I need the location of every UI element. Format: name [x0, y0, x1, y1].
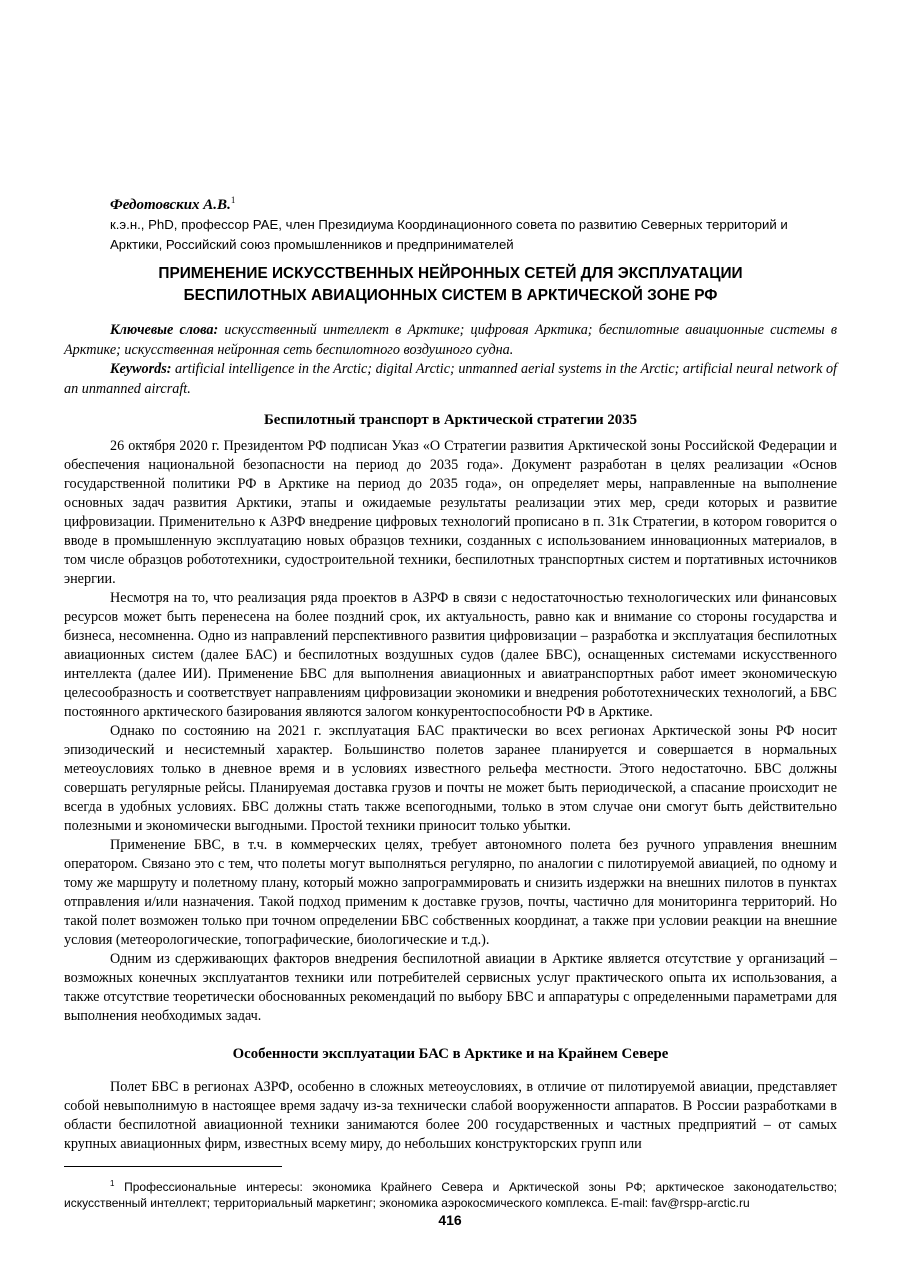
keywords-block: [64, 321, 837, 399]
section-body-2: [64, 1078, 837, 1154]
paragraph: 26 октября 2020 г. Президентом РФ подписан Указ «О Стратегии развития Арктической зоны Российской Федерации и обеспечения национальной безопасности на период до 2035 года». Документ разработан в целях реализации «Основ государственной политики РФ в Арктике на период до 2035 года», он определяет меры, направленные на выполнение основных задач развития Арктики, этапы и ожидаемые результаты реализации этих мер, среди которых и развитие цифровизации. Применительно к АЗРФ внедрение цифровых технологий прописано в п. 31к Стратегии, в котором говорится о вводе в промышленную эксплуатацию новых образцов техники, созданных с использованием инновационных материалов, в том числе образцов робототехники, судостроительной техники, беспилотных транспортных систем и портативных источников энергии.: [64, 438, 837, 587]
author-block: [110, 191, 837, 255]
section-heading-2: Особенности эксплуатации БАС в Арктике и на Крайнем Севере: [232, 1046, 669, 1062]
footnote-text: Профессиональные интересы: экономика Крайнего Севера и Арктической зоны РФ; арктическое законодательство; искусственный интеллект; территориальный маркетинг; экономика аэрокосмического комплекса. E-mail: fav@rspp-arctic.ru: [64, 1180, 837, 1210]
keywords-en-label: Keywords:: [110, 361, 172, 377]
section-body-1: [64, 437, 837, 1026]
keywords-ru: [64, 321, 837, 360]
footnote-divider: [64, 1166, 282, 1167]
page-number: 416: [438, 1212, 462, 1228]
paragraph: Применение БВС, в т.ч. в коммерческих целях, требует автономного полета без ручного управления внешним оператором. Связано это с тем, что полеты могут выполняться регулярно, по аналогии с пилотируемой авиацией, по одному и тому же маршруту и полетному плану, который можно запрограммировать и снизить издержки на внешних пилотов в пунктах отправления и/или назначения. Такой подход применим к доставке грузов, почты, частично для мониторинга территорий. Но такой полет возможен только при точном определении БВС собственных координат, а также при условии реакции на внешние условия (метеорологические, топографические, биологические и т.д.).: [64, 837, 837, 948]
footnote-number: 1: [110, 1179, 115, 1188]
paragraph: Одним из сдерживающих факторов внедрения беспилотной авиации в Арктике является отсутствие у организаций – возможных конечных эксплуатантов техники или потребителей сервисных услуг практического опыта их использования, а также отсутствие теоретически обоснованных рекомендаций по выбору БВС и аппаратуры с определенными параметрами для выполнения необходимых задач.: [64, 951, 837, 1024]
paragraph: Несмотря на то, что реализация ряда проектов в АЗРФ в связи с недостаточностью технологических или финансовых ресурсов может быть перенесена на более поздний срок, их актуальность, равно как и внимание со стороны государства и бизнеса, несомненна. Одно из направлений перспективного развития цифровизации – разработка и эксплуатация беспилотных авиационных систем (далее БАС) и беспилотных воздушных судов (далее БВС), оснащенных системами искусственного интеллекта (далее ИИ). Применение БВС для выполнения авиационных и авиатранспортных работ имеет экономическую целесообразность и соответствует направлениям цифровизации экономики и внедрения робототехнических технологий, а БВС постоянного арктического базирования являются залогом конкурентоспособности РФ в Арктике.: [64, 590, 837, 720]
keywords-ru-text: искусственный интеллект в Арктике; цифровая Арктика; беспилотные авиационные системы в Арктике; искусственная нейронная сеть беспилотного воздушного судна.: [64, 322, 837, 358]
keywords-en: [64, 360, 837, 399]
footnote: [64, 1176, 837, 1211]
title-line-2: БЕСПИЛОТНЫХ АВИАЦИОННЫХ СИСТЕМ В АРКТИЧЕСКОЙ ЗОНЕ РФ: [183, 287, 718, 304]
section-heading-1: Беспилотный транспорт в Арктической стратегии 2035: [263, 412, 638, 428]
paper-title: [64, 263, 837, 307]
keywords-en-text: artificial intelligence in the Arctic; digital Arctic; unmanned aerial systems in the Arctic; artificial neural network of an unmanned aircraft.: [64, 361, 837, 397]
author-affiliation: к.э.н., PhD, профессор РАЕ, член Президиума Координационного совета по развитию Северных территорий и Арктики, Российский союз промышленников и предпринимателей: [110, 217, 788, 252]
title-line-1: ПРИМЕНЕНИЕ ИСКУССТВЕННЫХ НЕЙРОННЫХ СЕТЕЙ ДЛЯ ЭКСПЛУАТАЦИИ: [158, 265, 743, 282]
paragraph: Однако по состоянию на 2021 г. эксплуатация БАС практически во всех регионах Арктической зоны РФ носит эпизодический и несистемный характер. Большинство полетов заранее планируется и совершается в нормальных метеоусловиях только в дневное время и в условиях известного рельефа местности. Этого недостаточно. БВС должны совершать регулярные рейсы. Планируемая доставка грузов и почты не может быть периодической, а спасание происходит не всегда в удобных условиях. БВС должны стать также всепогодными, только в этом случае они смогут быть действительно полезными и экономически выгодными. Простой техники приносит только убытки.: [64, 723, 837, 834]
footnote-mark: 1: [230, 195, 236, 205]
keywords-ru-label: Ключевые слова:: [110, 322, 219, 338]
paragraph: Полет БВС в регионах АЗРФ, особенно в сложных метеоусловиях, в отличие от пилотируемой авиации, представляет собой невыполнимую в настоящее время задачу из-за технически слабой вооруженности аппаратов. В России разработками в области беспилотной авиационной техники занимаются более 200 государственных и частных предприятий – от самых крупных авиационных фирм, известных всему миру, до небольших конструкторских групп или: [64, 1079, 837, 1152]
author-name: Федотовских А.В.$^1$: [110, 195, 236, 213]
